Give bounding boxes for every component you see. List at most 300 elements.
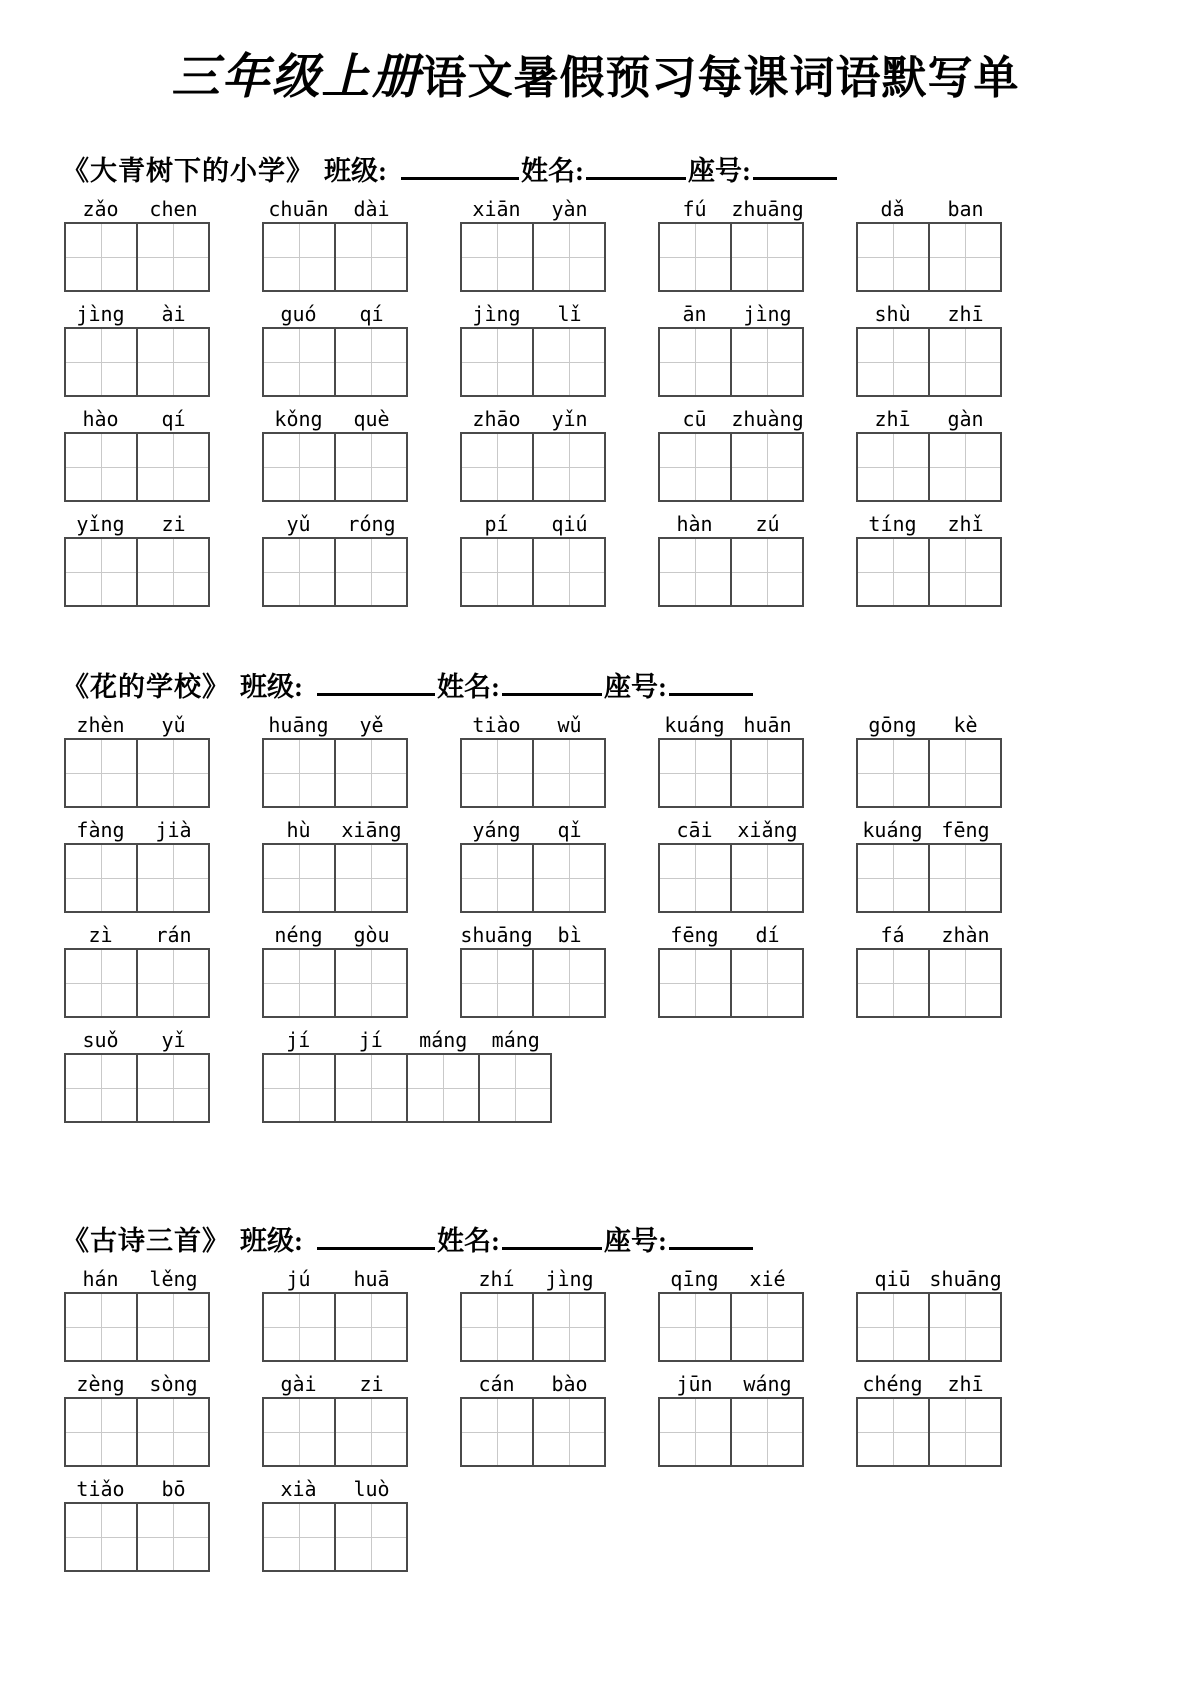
writing-cell[interactable] <box>928 1397 1002 1467</box>
word-block <box>460 817 606 913</box>
writing-cell[interactable] <box>856 843 930 913</box>
writing-cell[interactable] <box>262 738 336 808</box>
writing-cell[interactable] <box>262 537 336 607</box>
pinyin-syllable: dǎ <box>880 197 905 221</box>
writing-cell[interactable] <box>136 738 210 808</box>
pinyin-syllable: qǐ <box>557 818 582 842</box>
writing-cell[interactable] <box>658 1397 732 1467</box>
seat-blank-line[interactable] <box>669 1223 753 1250</box>
writing-cell[interactable] <box>856 738 930 808</box>
pinyin-syllable: tíng <box>868 512 917 536</box>
writing-cell[interactable] <box>532 1397 606 1467</box>
class-blank-line[interactable] <box>317 669 435 696</box>
pinyin-syllable: jìng <box>545 1267 594 1291</box>
writing-cell[interactable] <box>334 432 408 502</box>
writing-cell[interactable] <box>64 537 138 607</box>
name-blank-line[interactable] <box>586 153 686 180</box>
word-block <box>856 511 1002 607</box>
word-block <box>64 1371 210 1467</box>
word-grid <box>0 712 1191 1123</box>
word-block <box>64 922 210 1018</box>
word-grid <box>0 196 1191 607</box>
writing-cell[interactable] <box>730 738 804 808</box>
word-block <box>856 196 1002 292</box>
writing-cell[interactable] <box>730 432 804 502</box>
writing-cell[interactable] <box>658 948 732 1018</box>
writing-cell[interactable] <box>856 432 930 502</box>
writing-cell[interactable] <box>460 1397 534 1467</box>
word-block <box>856 1266 1002 1362</box>
word-block <box>64 1027 210 1123</box>
pinyin-syllable: jìng <box>76 302 125 326</box>
writing-cell[interactable] <box>64 1053 138 1123</box>
writing-cell[interactable] <box>730 843 804 913</box>
pinyin-syllable: ān <box>682 302 707 326</box>
cells-row <box>658 738 804 808</box>
writing-cell[interactable] <box>64 738 138 808</box>
word-block <box>658 712 804 808</box>
cells-row <box>64 1502 210 1572</box>
word-block <box>64 1476 210 1572</box>
pinyin-label <box>460 1371 606 1397</box>
pinyin-syllable: shù <box>874 302 911 326</box>
pinyin-label <box>262 922 408 948</box>
writing-cell[interactable] <box>136 327 210 397</box>
pinyin-syllable: suǒ <box>82 1028 119 1052</box>
pinyin-label <box>856 922 1002 948</box>
pinyin-label <box>856 301 1002 327</box>
pinyin-label <box>262 817 408 843</box>
writing-cell[interactable] <box>136 1502 210 1572</box>
writing-cell[interactable] <box>334 948 408 1018</box>
word-block <box>658 1371 804 1467</box>
cells-row <box>658 948 804 1018</box>
page-title <box>0 38 1191 107</box>
writing-cell[interactable] <box>64 222 138 292</box>
cells-row <box>856 1397 1002 1467</box>
pinyin-label <box>64 817 210 843</box>
word-block <box>658 511 804 607</box>
writing-cell[interactable] <box>262 432 336 502</box>
writing-cell[interactable] <box>928 843 1002 913</box>
cells-row <box>262 948 408 1018</box>
writing-cell[interactable] <box>262 843 336 913</box>
writing-cell[interactable] <box>658 327 732 397</box>
writing-cell[interactable] <box>532 222 606 292</box>
pinyin-syllable: xié <box>749 1267 786 1291</box>
class-label: 班级: <box>240 1226 303 1256</box>
writing-cell[interactable] <box>730 537 804 607</box>
cells-row <box>262 537 408 607</box>
pinyin-syllable: huā <box>353 1267 390 1291</box>
writing-cell[interactable] <box>136 1292 210 1362</box>
writing-cell[interactable] <box>262 222 336 292</box>
pinyin-syllable: gài <box>280 1372 317 1396</box>
word-block <box>262 1476 408 1572</box>
pinyin-label <box>262 1266 408 1292</box>
seat-label: 座号: <box>604 1226 667 1256</box>
word-block <box>658 196 804 292</box>
writing-cell[interactable] <box>730 1292 804 1362</box>
name-blank-line[interactable] <box>502 1223 602 1250</box>
section <box>0 1219 1191 1572</box>
writing-cell[interactable] <box>64 843 138 913</box>
pinyin-syllable: yǐ <box>161 1028 186 1052</box>
writing-cell[interactable] <box>136 222 210 292</box>
writing-cell[interactable] <box>64 432 138 502</box>
cells-row <box>658 432 804 502</box>
word-block <box>658 301 804 397</box>
writing-cell[interactable] <box>928 327 1002 397</box>
writing-cell[interactable] <box>658 843 732 913</box>
pinyin-syllable: shuāng <box>929 1267 1002 1291</box>
writing-cell[interactable] <box>730 1397 804 1467</box>
writing-cell[interactable] <box>928 222 1002 292</box>
writing-cell[interactable] <box>532 432 606 502</box>
writing-cell[interactable] <box>460 537 534 607</box>
cells-row <box>64 222 210 292</box>
writing-cell[interactable] <box>136 843 210 913</box>
word-block <box>460 1266 606 1362</box>
word-row <box>64 712 1191 808</box>
word-row <box>64 922 1191 1018</box>
pinyin-syllable: shuāng <box>460 923 533 947</box>
pinyin-label <box>856 196 1002 222</box>
pinyin-syllable: tiào <box>472 713 521 737</box>
writing-cell[interactable] <box>64 1397 138 1467</box>
writing-cell[interactable] <box>262 948 336 1018</box>
pinyin-syllable: qīng <box>670 1267 719 1291</box>
cells-row <box>856 327 1002 397</box>
writing-cell[interactable] <box>532 1292 606 1362</box>
writing-cell[interactable] <box>730 948 804 1018</box>
pinyin-syllable: qiú <box>551 512 588 536</box>
pinyin-syllable: yě <box>359 713 384 737</box>
word-block <box>856 301 1002 397</box>
pinyin-label <box>658 817 804 843</box>
pinyin-label <box>856 511 1002 537</box>
word-row <box>64 406 1191 502</box>
pinyin-syllable: gàn <box>947 407 984 431</box>
writing-cell[interactable] <box>460 843 534 913</box>
word-block <box>460 301 606 397</box>
cells-row <box>262 1053 552 1123</box>
pinyin-syllable: xiāng <box>341 818 402 842</box>
writing-cell[interactable] <box>928 1292 1002 1362</box>
writing-cell[interactable] <box>928 948 1002 1018</box>
cells-row <box>460 738 606 808</box>
pinyin-label <box>262 1476 408 1502</box>
writing-cell[interactable] <box>532 843 606 913</box>
title-main: 语文暑假预习每课词语默写单 <box>421 52 1020 103</box>
writing-cell[interactable] <box>928 738 1002 808</box>
class-label: 班级: <box>324 156 387 186</box>
cells-row <box>64 537 210 607</box>
cells-row <box>64 1053 210 1123</box>
pinyin-label <box>658 511 804 537</box>
pinyin-syllable: zì <box>88 923 113 947</box>
pinyin-syllable: pí <box>484 512 509 536</box>
writing-cell[interactable] <box>478 1053 552 1123</box>
writing-cell[interactable] <box>406 1053 480 1123</box>
pinyin-syllable: zǎo <box>82 197 119 221</box>
pinyin-label <box>64 1476 210 1502</box>
pinyin-label <box>460 922 606 948</box>
pinyin-syllable: yǔ <box>286 512 311 536</box>
writing-cell[interactable] <box>928 432 1002 502</box>
writing-cell[interactable] <box>658 222 732 292</box>
cells-row <box>262 1292 408 1362</box>
pinyin-syllable: què <box>353 407 390 431</box>
pinyin-syllable: gòu <box>353 923 390 947</box>
writing-cell[interactable] <box>532 327 606 397</box>
word-row <box>64 1476 1191 1572</box>
word-row <box>64 1027 1191 1123</box>
pinyin-label <box>460 406 606 432</box>
writing-cell[interactable] <box>136 948 210 1018</box>
pinyin-label <box>658 1371 804 1397</box>
word-block <box>658 1266 804 1362</box>
word-block <box>262 1266 408 1362</box>
cells-row <box>64 738 210 808</box>
pinyin-label <box>64 922 210 948</box>
pinyin-label <box>856 817 1002 843</box>
pinyin-label <box>262 712 408 738</box>
writing-cell[interactable] <box>334 843 408 913</box>
writing-cell[interactable] <box>730 327 804 397</box>
pinyin-label <box>460 712 606 738</box>
pinyin-syllable: zhǐ <box>947 512 984 536</box>
pinyin-syllable: cán <box>478 1372 515 1396</box>
pinyin-label <box>64 196 210 222</box>
pinyin-label <box>856 406 1002 432</box>
pinyin-syllable: bō <box>161 1477 186 1501</box>
word-block <box>460 1371 606 1467</box>
writing-cell[interactable] <box>262 1053 336 1123</box>
writing-cell[interactable] <box>856 1292 930 1362</box>
pinyin-syllable: jūn <box>676 1372 713 1396</box>
pinyin-label <box>460 196 606 222</box>
writing-cell[interactable] <box>64 1292 138 1362</box>
writing-cell[interactable] <box>262 1397 336 1467</box>
cells-row <box>64 843 210 913</box>
cells-row <box>658 843 804 913</box>
section-title: 《花的学校》 <box>62 672 230 702</box>
pinyin-label <box>460 511 606 537</box>
pinyin-syllable: kè <box>953 713 978 737</box>
writing-cell[interactable] <box>730 222 804 292</box>
pinyin-syllable: néng <box>274 923 323 947</box>
pinyin-label <box>460 301 606 327</box>
writing-cell[interactable] <box>334 1397 408 1467</box>
writing-cell[interactable] <box>136 537 210 607</box>
class-blank-line[interactable] <box>401 153 519 180</box>
writing-cell[interactable] <box>136 1053 210 1123</box>
pinyin-syllable: huān <box>743 713 792 737</box>
pinyin-syllable: zhí <box>478 1267 515 1291</box>
writing-cell[interactable] <box>460 738 534 808</box>
pinyin-syllable: bì <box>557 923 582 947</box>
writing-cell[interactable] <box>64 1502 138 1572</box>
pinyin-syllable: ài <box>161 302 186 326</box>
pinyin-syllable: hán <box>82 1267 119 1291</box>
writing-cell[interactable] <box>334 327 408 397</box>
pinyin-syllable: kuáng <box>862 818 923 842</box>
word-block <box>262 301 408 397</box>
pinyin-syllable: kǒng <box>274 407 323 431</box>
cells-row <box>460 327 606 397</box>
word-grid <box>0 1266 1191 1572</box>
writing-cell[interactable] <box>856 327 930 397</box>
writing-cell[interactable] <box>64 948 138 1018</box>
cells-row <box>658 222 804 292</box>
pinyin-syllable: zhuāng <box>731 197 804 221</box>
writing-cell[interactable] <box>262 1502 336 1572</box>
pinyin-syllable: dí <box>755 923 780 947</box>
pinyin-label <box>64 301 210 327</box>
pinyin-label <box>262 301 408 327</box>
writing-cell[interactable] <box>460 948 534 1018</box>
cells-row <box>262 843 408 913</box>
pinyin-label <box>64 1027 210 1053</box>
cells-row <box>658 537 804 607</box>
writing-cell[interactable] <box>460 432 534 502</box>
pinyin-label <box>856 1371 1002 1397</box>
pinyin-syllable: zhī <box>947 1372 984 1396</box>
cells-row <box>658 327 804 397</box>
pinyin-syllable: gōng <box>868 713 917 737</box>
writing-cell[interactable] <box>532 738 606 808</box>
writing-cell[interactable] <box>658 432 732 502</box>
section-header <box>0 149 1191 188</box>
writing-cell[interactable] <box>334 1053 408 1123</box>
writing-cell[interactable] <box>136 1397 210 1467</box>
name-label: 姓名: <box>521 156 584 186</box>
writing-cell[interactable] <box>856 537 930 607</box>
cells-row <box>856 432 1002 502</box>
word-block <box>658 817 804 913</box>
word-block <box>856 817 1002 913</box>
word-block <box>856 922 1002 1018</box>
pinyin-syllable: fá <box>880 923 905 947</box>
word-block <box>64 511 210 607</box>
pinyin-syllable: chéng <box>862 1372 923 1396</box>
pinyin-syllable: lǐ <box>557 302 582 326</box>
writing-cell[interactable] <box>334 537 408 607</box>
cells-row <box>64 432 210 502</box>
pinyin-label <box>262 1371 408 1397</box>
seat-label: 座号: <box>604 672 667 702</box>
writing-cell[interactable] <box>334 738 408 808</box>
pinyin-label <box>64 712 210 738</box>
cells-row <box>262 738 408 808</box>
writing-cell[interactable] <box>856 222 930 292</box>
cells-row <box>262 1502 408 1572</box>
writing-cell[interactable] <box>532 948 606 1018</box>
writing-cell[interactable] <box>64 327 138 397</box>
word-block <box>262 817 408 913</box>
pinyin-label <box>262 1027 552 1053</box>
pinyin-syllable: bào <box>551 1372 588 1396</box>
word-row <box>64 1266 1191 1362</box>
word-block <box>856 712 1002 808</box>
writing-cell[interactable] <box>334 1292 408 1362</box>
pinyin-syllable: qiū <box>874 1267 911 1291</box>
pinyin-syllable: wǔ <box>557 713 582 737</box>
writing-cell[interactable] <box>262 1292 336 1362</box>
word-block <box>262 1371 408 1467</box>
class-blank-line[interactable] <box>317 1223 435 1250</box>
pinyin-syllable: fàng <box>76 818 125 842</box>
cells-row <box>262 222 408 292</box>
seat-blank-line[interactable] <box>753 153 837 180</box>
pinyin-syllable: xià <box>280 1477 317 1501</box>
cells-row <box>460 432 606 502</box>
writing-cell[interactable] <box>658 1292 732 1362</box>
section-title: 《古诗三首》 <box>62 1226 230 1256</box>
pinyin-syllable: zhī <box>874 407 911 431</box>
writing-cell[interactable] <box>334 222 408 292</box>
writing-cell[interactable] <box>262 327 336 397</box>
word-block <box>262 196 408 292</box>
writing-cell[interactable] <box>532 537 606 607</box>
word-row <box>64 511 1191 607</box>
writing-cell[interactable] <box>856 1397 930 1467</box>
cells-row <box>856 1292 1002 1362</box>
pinyin-syllable: jí <box>358 1028 383 1052</box>
word-row <box>64 301 1191 397</box>
cells-row <box>856 843 1002 913</box>
seat-blank-line[interactable] <box>669 669 753 696</box>
cells-row <box>460 537 606 607</box>
writing-cell[interactable] <box>334 1502 408 1572</box>
writing-cell[interactable] <box>460 1292 534 1362</box>
cells-row <box>262 327 408 397</box>
word-block <box>64 301 210 397</box>
cells-row <box>64 327 210 397</box>
pinyin-syllable: chen <box>149 197 198 221</box>
pinyin-label <box>460 817 606 843</box>
writing-cell[interactable] <box>136 432 210 502</box>
word-block <box>64 817 210 913</box>
writing-cell[interactable] <box>856 948 930 1018</box>
name-blank-line[interactable] <box>502 669 602 696</box>
pinyin-syllable: fú <box>682 197 707 221</box>
cells-row <box>856 537 1002 607</box>
word-block <box>460 196 606 292</box>
pinyin-syllable: xiǎng <box>737 818 798 842</box>
pinyin-syllable: zhèn <box>76 713 125 737</box>
pinyin-syllable: wáng <box>743 1372 792 1396</box>
pinyin-syllable: fēng <box>941 818 990 842</box>
cells-row <box>64 948 210 1018</box>
section <box>0 149 1191 607</box>
pinyin-syllable: zèng <box>76 1372 125 1396</box>
word-block <box>64 1266 210 1362</box>
sections-container <box>0 149 1191 1572</box>
writing-cell[interactable] <box>928 537 1002 607</box>
writing-cell[interactable] <box>658 738 732 808</box>
pinyin-syllable: qí <box>161 407 186 431</box>
writing-cell[interactable] <box>460 222 534 292</box>
name-label: 姓名: <box>437 672 500 702</box>
writing-cell[interactable] <box>658 537 732 607</box>
pinyin-label <box>856 712 1002 738</box>
word-block <box>658 406 804 502</box>
pinyin-syllable: fēng <box>670 923 719 947</box>
writing-cell[interactable] <box>460 327 534 397</box>
pinyin-label <box>658 406 804 432</box>
